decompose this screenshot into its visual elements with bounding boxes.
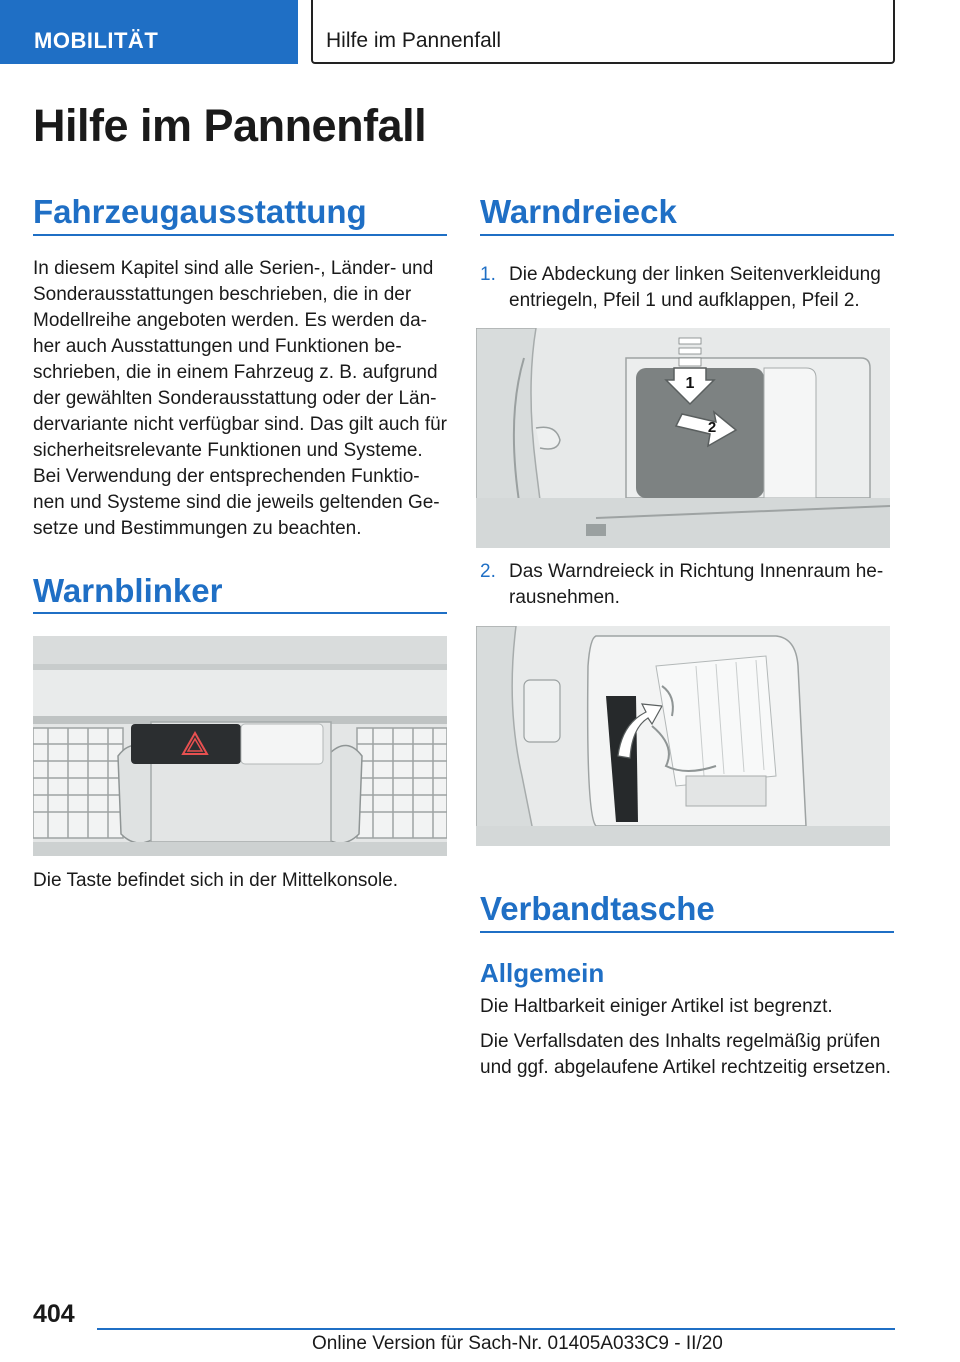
step-text (509, 559, 883, 611)
heading-warning-triangle: Warndreieck (480, 193, 677, 230)
step-2 (480, 559, 894, 611)
heading-rule (33, 612, 447, 614)
hazard-caption (33, 868, 398, 894)
paragraph-line: setze und Bestimmungen zu beachten. (33, 518, 362, 539)
step-1 (480, 262, 894, 314)
heading-rule (480, 234, 894, 236)
first-aid-paragraph-1 (480, 994, 833, 1020)
arrow-2-label: 2 (707, 419, 717, 436)
chapter-label: Hilfe im Pannenfall (326, 29, 502, 52)
chapter-header (311, 0, 895, 64)
online-version-note: Online Version für Sach-Nr. 01405A033C9 - II/20 (312, 1333, 723, 1354)
paragraph-line: und ggf. abgelaufene Artikel rechtzeitig ersetzen. (480, 1057, 891, 1078)
heading-rule (33, 234, 447, 236)
warning-triangle-removal-image (476, 626, 890, 846)
paragraph-line: Die Verfallsdaten des Inhalts regelmäßig prüfen (480, 1031, 881, 1052)
step-text (509, 262, 881, 314)
paragraph-line: Die Haltbarkeit einiger Artikel ist begrenzt. (480, 996, 833, 1017)
paragraph-line: Bei Verwendung der entsprechenden Funktio- (33, 466, 420, 487)
section-label: MOBILITÄT (34, 28, 159, 53)
paragraph-line: dervariante nicht verfügbar sind. Das gilt auch für (33, 414, 447, 435)
first-aid-paragraph-2 (480, 1029, 891, 1081)
heading-vehicle-equipment: Fahrzeugausstattung (33, 193, 367, 230)
step-number: 2. (480, 561, 496, 582)
step-line: rausnehmen. (509, 587, 620, 608)
paragraph-line: Sonderausstattungen beschrieben, die in der (33, 284, 412, 305)
caption-text: Die Taste befindet sich in der Mittelkonsole. (33, 870, 399, 891)
paragraph-line: der gewählten Sonderausstattung oder der Län- (33, 388, 437, 409)
heading-first-aid-kit: Verbandtasche (480, 890, 715, 927)
step-number: 1. (480, 264, 496, 285)
step-line: Das Warndreieck in Richtung Innenraum he- (509, 561, 884, 582)
subheading-general: Allgemein (480, 958, 605, 988)
paragraph-line: sicherheitsrelevante Funktionen und Systeme. (33, 440, 423, 461)
footer-rule (97, 1328, 895, 1330)
paragraph-line: Modellreihe angeboten werden. Es werden da- (33, 310, 427, 331)
side-panel-cover-image (476, 328, 890, 548)
page-title: Hilfe im Pannenfall (33, 100, 427, 151)
paragraph-line: schrieben, die in einem Fahrzeug z. B. aufgrund (33, 362, 438, 383)
section-tab (0, 0, 298, 64)
paragraph-line: In diesem Kapitel sind alle Serien-, Länder- und (33, 258, 434, 279)
paragraph-line: her auch Ausstattungen und Funktionen be- (33, 336, 402, 357)
heading-hazard-lights: Warnblinker (33, 572, 223, 609)
step-line: entriegeln, Pfeil 1 und aufklappen, Pfeil 2. (509, 290, 860, 311)
arrow-1-label: 1 (685, 375, 695, 392)
hazard-switch-image (33, 636, 447, 856)
paragraph-line: nen und Systeme sind die jeweils geltenden Ge- (33, 492, 440, 513)
page-number: 404 (33, 1300, 75, 1328)
step-line: Die Abdeckung der linken Seitenverkleidung (509, 264, 881, 285)
vehicle-equipment-paragraph (33, 256, 447, 542)
heading-rule (480, 931, 894, 933)
